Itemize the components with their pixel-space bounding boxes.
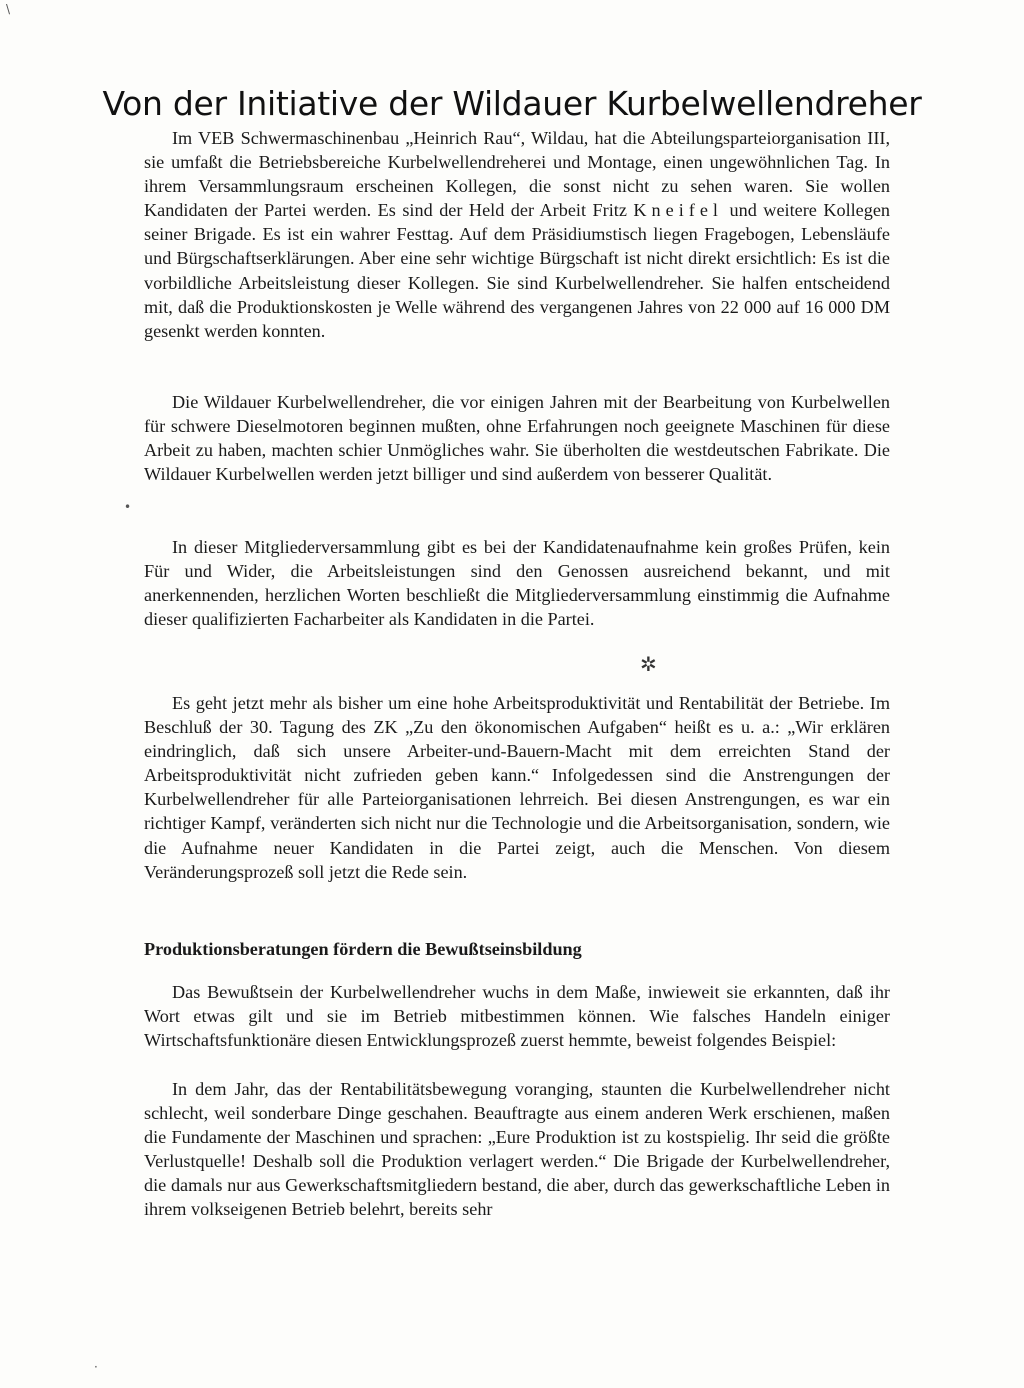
paragraph-1-text: Im VEB Schwermaschinenbau „Heinrich Rau“, Wildau, hat die Abteilungsparteiorganisation III, sie umfaßt die Betriebsbereiche Kurbelwellendreherei und Montage, einen ungewöhnlichen Tag. In ihrem Versammlungsraum erscheinen Kollegen, die sonst nicht zu sehen waren. Sie wollen Kandidaten der Partei werden. Es sind der Held der Arbeit Fritz: [144, 128, 890, 221]
paragraph-4: Es geht jetzt mehr als bisher um eine hohe Arbeitsproduktivität und Rentabilität der Betriebe. Im Beschluß der 30. Tagung des ZK „Zu den ökonomischen Aufgaben“ heißt es u. a.: „Wir erklären eindringlich, daß sich unsere Arbeiter-und-Bauern-Macht mit dem erreichten Stand der Arbeitsproduktivität nicht zufrieden geben kann.“ Infolgedessen sind die Anstrengungen der Kurbelwellendreher für alle Parteiorganisationen lehrreich. Bei diesen Anstrengungen, es war ein richtiger Kampf, veränderten sich nicht nur die Technologie und die Arbeitsorganisation, sondern, wie die Aufnahme neuer Kandidaten in die Partei zeigt, auch die Menschen. Von diesem Veränderungsprozeß soll jetzt die Rede sein.: [144, 693, 890, 882]
paragraph-1-end: und weitere Kollegen seiner Brigade. Es ist ein wahrer Festtag. Auf dem Präsidiumstisch liegen Fragebogen, Lebensläufe und Bürgschaftserklärungen. Aber eine sehr wichtige Bürgschaft ist nicht direkt ersichtlich: Es ist die vorbildliche Arbeitsleistung dieser Kollegen. Sie sind Kurbelwellendreher. Sie halfen entscheidend mit, daß die Produktionskosten je Welle während des vergangenen Jahres von 22 000 auf 16 000 DM gesenkt werden konnten.: [144, 200, 891, 341]
scan-mark-bottom: ·: [94, 1360, 98, 1374]
paragraph-6: In dem Jahr, das der Rentabilitätsbewegung voranging, staunten die Kurbelwellendreher nicht schlecht, weil sonderbare Dinge geschahen. Beauftragte aus einem anderen Werk erschienen, maßen die Fundamente der Maschinen und sprachen: „Eure Produktion ist zu kostspielig. Ihr seid die größte Verlustquelle! Deshalb soll die Produktion verlagert werden.“ Die Brigade der Kurbelwellendreher, die damals nur aus Gewerkschaftsmitgliedern bestand, die aber, durch das gewerkschaftliche Leben in ihrem volkseigenen Betrieb belehrt, bereits sehr: [144, 1079, 890, 1220]
paragraph-2: Die Wildauer Kurbelwellendreher, die vor einigen Jahren mit der Bearbeitung von Kurbelwellen für schwere Dieselmotoren beginnen mußten, ohne Erfahrungen noch geeignete Maschinen für diese Arbeit zu haben, machten schier Unmögliches wahr. Sie überholten die westdeutschen Fabrikate. Die Wildauer Kurbelwellen werden jetzt billiger und sind außerdem von besserer Qualität.: [144, 392, 890, 485]
paragraph-1-block: [144, 126, 890, 343]
name-kneifel: Kneifel: [633, 200, 723, 221]
paragraph-6-block: [144, 1077, 890, 1222]
paragraph-5-block: [144, 980, 890, 1052]
section-heading: Produktionsberatungen fördern die Bewußtseinsbildung: [144, 939, 582, 959]
paragraph-4-block: [144, 691, 890, 884]
scan-mark-left: •: [124, 500, 132, 514]
paragraph-5: Das Bewußtsein der Kurbelwellendreher wuchs in dem Maße, inwieweit sie erkannten, daß ihr Wort etwas gilt und sie im Betrieb mitbestimmen können. Wie falsches Handeln einiger Wirtschaftsfunktionäre diesen Entwicklungsprozeß zuerst hemmte, beweist folgendes Beispiel:: [144, 982, 890, 1051]
paragraph-1: [144, 126, 890, 343]
paragraph-2-block: [144, 390, 890, 486]
scan-mark-top-left: \: [6, 2, 11, 16]
paragraph-3: In dieser Mitgliederversammlung gibt es bei der Kandidatenaufnahme kein großes Prüfen, kein Für und Wider, die Arbeitsleistungen sind den Genossen ausreichend bekannt, und mit anerkennenden, herzlichen Worten beschließt die Mitgliederversammlung einstimmig die Aufnahme dieser qualifizierten Facharbeiter als Kandidaten in die Partei.: [144, 537, 890, 630]
paragraph-3-block: [144, 535, 890, 631]
section-separator-star: ✲: [640, 652, 657, 676]
article-title: Von der Initiative der Wildauer Kurbelwellendreher: [102, 84, 922, 123]
